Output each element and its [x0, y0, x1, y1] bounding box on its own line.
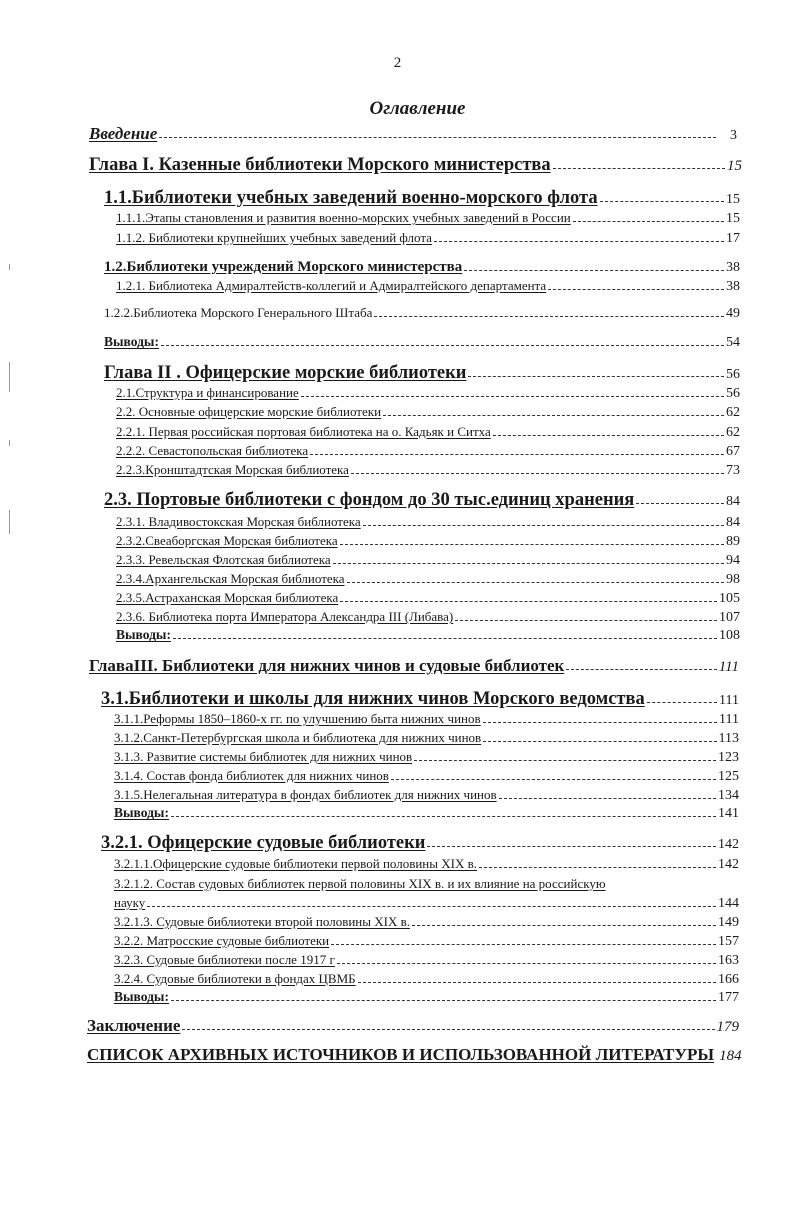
- scan-artifact: [9, 440, 10, 446]
- toc-entry-label: 2.2.3.Кронштадтская Морская библиотека: [116, 462, 349, 477]
- toc-entry-label: Выводы:: [104, 334, 159, 349]
- toc-entry-page: 98: [726, 572, 740, 587]
- toc-entry-label: Выводы:: [114, 989, 169, 1004]
- toc-entry-label: ГлаваIII. Библиотеки для нижних чинов и судовые библиотек: [89, 656, 565, 675]
- dot-leader: [483, 722, 717, 723]
- toc-entry-page: 144: [718, 896, 739, 911]
- toc-entry-label: 3.2.1.2. Состав судовых библиотек первой половины XIX в. и их влияние на российскую: [114, 876, 606, 891]
- dot-leader: [412, 925, 716, 926]
- toc-entry-label: 1.2.2.Библиотека Морского Генерального Штаба: [104, 305, 373, 320]
- dot-leader: [483, 741, 716, 742]
- toc-entry-page: 49: [726, 306, 740, 321]
- scan-artifact: [9, 510, 10, 534]
- toc-entry-page: 113: [718, 731, 739, 746]
- toc-entry-bibliography[interactable]: [87, 1045, 741, 1065]
- toc-entry-page: 15: [726, 211, 740, 226]
- dot-leader: [468, 376, 724, 377]
- toc-entry-label: Заключение: [87, 1016, 181, 1035]
- toc-entry-page: 62: [726, 425, 740, 440]
- toc-entry-conclusions[interactable]: [114, 989, 739, 1006]
- toc-entry-subsection[interactable]: [114, 730, 739, 747]
- dot-leader: [499, 798, 716, 799]
- scan-artifact: [9, 264, 10, 270]
- toc-entry-subsection-line1[interactable]: [114, 876, 739, 892]
- toc-entry-label: Выводы:: [116, 627, 171, 642]
- toc-entry-page: 111: [719, 693, 739, 708]
- dot-leader: [464, 270, 724, 271]
- toc-entry-subsection[interactable]: [116, 590, 740, 607]
- toc-entry-page: 163: [718, 953, 739, 968]
- dot-leader: [340, 601, 717, 602]
- toc-entry-label: 3.1.5.Нелегальная литература в фондах библиотек для нижних чинов: [114, 787, 497, 802]
- dot-leader: [647, 702, 717, 703]
- toc-entry-label: 3.1.3. Развитие системы библиотек для нижних чинов: [114, 749, 413, 764]
- toc-entry-page: 84: [726, 494, 740, 509]
- dot-leader: [340, 544, 724, 545]
- toc-entry-section[interactable]: [101, 689, 739, 710]
- toc-entry-page: 38: [726, 260, 740, 275]
- toc-entry-subsection[interactable]: [116, 404, 740, 421]
- toc-entry-label: 3.2.1.3. Судовые библиотеки второй половины XIX в.: [114, 914, 410, 929]
- toc-entry-label: 3.2.4. Судовые библиотеки в фондах ЦВМБ: [114, 971, 356, 986]
- dot-leader: [182, 1029, 714, 1030]
- toc-entry-conclusions[interactable]: [104, 334, 740, 351]
- toc-entry-page: 94: [726, 553, 740, 568]
- dot-leader: [331, 944, 716, 945]
- toc-entry-page: 141: [718, 806, 739, 821]
- toc-entry-label: 1.1.Библиотеки учебных заведений военно-морского флота: [104, 188, 598, 208]
- toc-entry-page: 157: [718, 934, 739, 949]
- toc-entry-label: 3.2.1. Офицерские судовые библиотеки: [101, 833, 426, 853]
- toc-entry-label: 2.3.1. Владивостокская Морская библиотека: [116, 514, 361, 529]
- toc-entry-subsection-line2[interactable]: [114, 895, 739, 912]
- page-number: 2: [393, 55, 402, 71]
- toc-entry-page: 15: [726, 192, 740, 207]
- dot-leader: [493, 435, 724, 436]
- toc-entry-label: 1.2.1. Библиотека Адмиралтейств-коллегий и Адмиралтейского департамента: [116, 278, 547, 293]
- dot-leader: [337, 963, 716, 964]
- dot-leader: [171, 816, 716, 817]
- toc-entry-page: 56: [726, 367, 740, 382]
- dot-leader: [363, 525, 724, 526]
- dot-leader: [171, 1000, 716, 1001]
- toc-entry-label: 1.1.1.Этапы становления и развития военно-морских учебных заведений в России: [116, 210, 571, 225]
- toc-entry-subsection[interactable]: [116, 210, 740, 227]
- toc-entry-subsection[interactable]: [116, 230, 740, 247]
- toc-entry-subsection[interactable]: [114, 749, 739, 766]
- dot-leader: [159, 137, 716, 138]
- dot-leader: [383, 415, 724, 416]
- dot-leader: [374, 316, 724, 317]
- toc-entry-page: 177: [718, 990, 739, 1005]
- toc-entry-label: 3.2.2. Матросские судовые библиотеки: [114, 933, 330, 948]
- toc-entry-label: СПИСОК АРХИВНЫХ ИСТОЧНИКОВ И ИСПОЛЬЗОВАННОЙ ЛИТЕРАТУРЫ: [87, 1045, 715, 1064]
- toc-entry-subsection[interactable]: [104, 305, 740, 322]
- dot-leader: [566, 669, 716, 670]
- toc-entry-chapter-1[interactable]: [89, 155, 742, 176]
- dot-leader: [161, 345, 724, 346]
- toc-entry-section[interactable]: [104, 490, 740, 511]
- toc-entry-label: 2.3.2.Свеаборгская Морская библиотека: [116, 533, 338, 548]
- dot-leader: [553, 168, 725, 169]
- toc-entry-label: 2.2. Основные офицерские морские библиотеки: [116, 404, 382, 419]
- dot-leader: [573, 221, 724, 222]
- toc-entry-page: 108: [719, 628, 740, 643]
- toc-entry-page: 54: [726, 335, 740, 350]
- toc-entry-subsection[interactable]: [116, 552, 740, 569]
- dot-leader: [414, 760, 716, 761]
- dot-leader: [310, 454, 724, 455]
- dot-leader: [391, 779, 716, 780]
- toc-entry-label: 3.1.2.Санкт-Петербургская школа и библиотека для нижних чинов: [114, 730, 482, 745]
- toc-entry-page: 142: [718, 837, 739, 852]
- toc-entry-page: 89: [726, 534, 740, 549]
- dot-leader: [301, 396, 724, 397]
- toc-entry-label: 2.3.3. Ревельская Флотская библиотека: [116, 552, 331, 567]
- toc-entry-subsection[interactable]: [116, 533, 740, 550]
- toc-entry-introduction[interactable]: [89, 124, 737, 144]
- toc-entry-label: 2.2.2. Севастопольская библиотека: [116, 443, 309, 458]
- toc-entry-page: 17: [726, 231, 740, 246]
- toc-entry-section[interactable]: [104, 188, 740, 209]
- dot-leader: [455, 620, 717, 621]
- toc-entry-label: 2.3. Портовые библиотеки с фондом до 30 тыс.единиц хранения: [104, 490, 635, 510]
- dot-leader: [347, 582, 724, 583]
- toc-title: Оглавление: [369, 98, 466, 119]
- toc-entry-label: 3.2.3. Судовые библиотеки после 1917 г: [114, 952, 335, 967]
- toc-entry-label: 2.3.6. Библиотека порта Императора Александра III (Либава): [116, 609, 454, 624]
- toc-entry-subsection[interactable]: [114, 787, 739, 804]
- toc-entry-subsection[interactable]: [116, 571, 740, 588]
- toc-entry-page: 111: [718, 659, 739, 675]
- dot-leader: [636, 503, 724, 504]
- toc-entry-subsection[interactable]: [116, 424, 740, 441]
- toc-entry-page: 73: [726, 463, 740, 478]
- toc-entry-page: 134: [718, 788, 739, 803]
- toc-entry-subsection[interactable]: [116, 609, 740, 626]
- toc-entry-page: 107: [719, 610, 740, 625]
- toc-entry-conclusions[interactable]: [114, 805, 739, 822]
- dot-leader: [548, 289, 724, 290]
- toc-entry-page: 125: [718, 769, 739, 784]
- toc-entry-label: 1.1.2. Библиотеки крупнейших учебных заведений флота: [116, 230, 432, 245]
- toc-entry-chapter-2[interactable]: [104, 363, 740, 384]
- toc-entry-label: Выводы:: [114, 805, 169, 820]
- toc-entry-label: 2.3.4.Архангельская Морская библиотека: [116, 571, 345, 586]
- toc-entry-page: 105: [719, 591, 740, 606]
- toc-entry-section[interactable]: [101, 833, 739, 854]
- toc-entry-page: 123: [718, 750, 739, 765]
- toc-entry-subsection[interactable]: [114, 711, 739, 728]
- toc-entry-subsection[interactable]: [114, 971, 739, 988]
- toc-entry-section[interactable]: [104, 259, 740, 276]
- toc-entry-label: Глава II . Офицерские морские библиотеки: [104, 363, 467, 383]
- toc-entry-page: 15: [727, 158, 742, 174]
- toc-entry-subsection[interactable]: [114, 933, 739, 950]
- toc-entry-label-continuation: науку: [114, 895, 146, 910]
- toc-entry-label: 3.2.1.1.Офицерские судовые библиотеки первой половины XIX в.: [114, 856, 477, 871]
- toc-entry-label: 1.2.Библиотеки учреждений Морского министерства: [104, 259, 463, 275]
- toc-entry-page: 56: [726, 386, 740, 401]
- toc-entry-subsection[interactable]: [114, 768, 739, 785]
- toc-entry-page: 166: [718, 972, 739, 987]
- toc-entry-label: 2.1.Структура и финансирование: [116, 385, 299, 400]
- toc-entry-page: 3: [730, 128, 737, 143]
- toc-entry-page: 184: [719, 1048, 742, 1064]
- toc-entry-conclusions[interactable]: [116, 627, 740, 644]
- toc-entry-subsection[interactable]: [116, 385, 740, 402]
- toc-entry-page: 38: [726, 279, 740, 294]
- toc-entry-page: 67: [726, 444, 740, 459]
- toc-entry-subsection[interactable]: [116, 278, 740, 295]
- toc-entry-label: 2.3.5.Астраханская Морская библиотека: [116, 590, 339, 605]
- toc-entry-subsection[interactable]: [114, 952, 739, 969]
- toc-entry-label: Введение: [89, 124, 158, 143]
- dot-leader: [434, 241, 724, 242]
- dot-leader: [333, 563, 724, 564]
- toc-entry-page: 84: [726, 515, 740, 530]
- toc-entry-page: 62: [726, 405, 740, 420]
- toc-entry-page: 149: [718, 915, 739, 930]
- dot-leader: [147, 906, 716, 907]
- toc-entry-label: 3.1.Библиотеки и школы для нижних чинов Морского ведомства: [101, 689, 645, 709]
- toc-entry-label: 2.2.1. Первая российская портовая библиотека на о. Кадьяк и Ситха: [116, 424, 491, 439]
- dot-leader: [479, 867, 716, 868]
- toc-entry-page: 142: [718, 857, 739, 872]
- toc-entry-page: 111: [719, 712, 739, 727]
- toc-entry-page: 179: [716, 1019, 739, 1035]
- toc-entry-chapter-3[interactable]: [89, 656, 739, 676]
- dot-leader: [427, 846, 716, 847]
- scan-artifact: [9, 362, 10, 392]
- toc-entry-subsection[interactable]: [114, 914, 739, 931]
- toc-entry-subsection[interactable]: [116, 514, 740, 531]
- toc-entry-subsection[interactable]: [116, 443, 740, 460]
- toc-entry-label: Глава I. Казенные библиотеки Морского министерства: [89, 155, 551, 175]
- toc-entry-subsection[interactable]: [116, 462, 740, 479]
- dot-leader: [358, 982, 716, 983]
- toc-entry-subsection[interactable]: [114, 856, 739, 873]
- dot-leader: [173, 638, 717, 639]
- toc-entry-label: 3.1.1.Реформы 1850–1860-х гг. по улучшению быта нижних чинов: [114, 711, 481, 726]
- toc-entry-label: 3.1.4. Состав фонда библиотек для нижних чинов: [114, 768, 389, 783]
- dot-leader: [351, 473, 724, 474]
- toc-entry-conclusion[interactable]: [87, 1016, 739, 1036]
- dot-leader: [600, 201, 724, 202]
